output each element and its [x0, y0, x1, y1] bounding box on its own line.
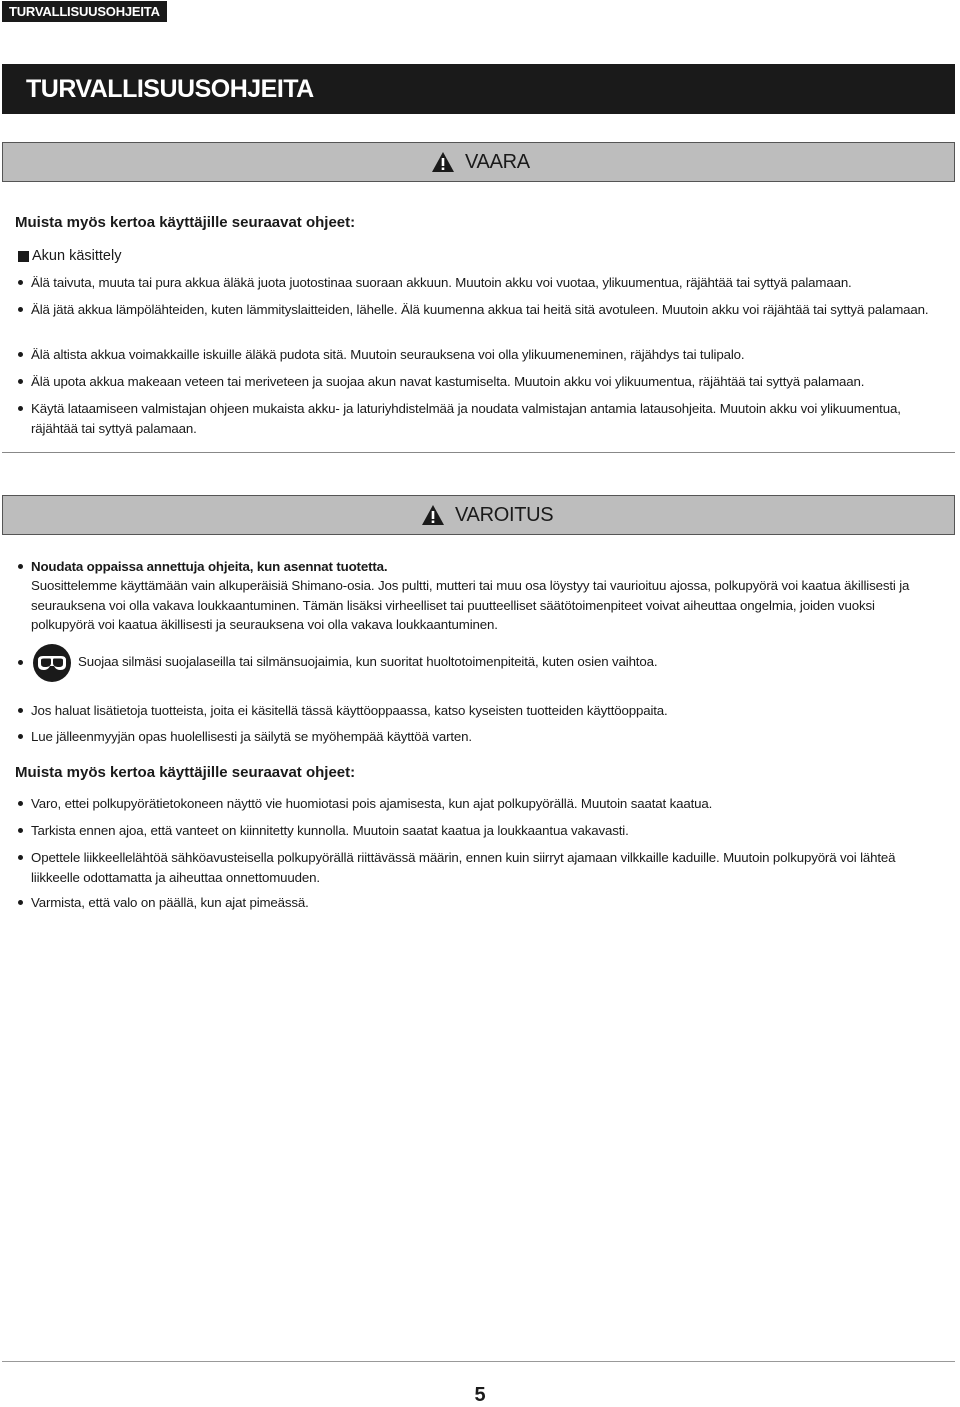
- footer-divider: [2, 1361, 955, 1362]
- page-title: TURVALLISUUSOHJEITA: [26, 75, 314, 103]
- safety-goggles-icon: [32, 643, 72, 683]
- warning-item: Varo, ettei polkupyörätietokoneen näyttö vie huomiotasi pois ajamisesta, kun ajat polkupyörällä. Muutoin saatat kaatua.: [15, 794, 940, 814]
- warning-triangle-icon: [421, 504, 445, 526]
- warning-item-body: Suosittelemme käyttämään vain alkuperäisiä Shimano-osia. Jos pultti, mutteri tai muu osa löystyy tai vaurioituu ajossa, polkupyörä voi kaatua äkillisesti ja seurauksena voi olla vakava loukkaantuminen. Tämän lisäksi virheelliset tai puutteelliset säätötoimenpiteet voivat aiheuttaa ongelmia, joiden vuoksi polkupyörä voi kaatua äkillisesti ja seurauksena voi olla vakava loukkaantuminen.: [31, 578, 910, 632]
- warning-item: Tarkista ennen ajoa, että vanteet on kiinnitetty kunnolla. Muutoin saatat kaatua ja loukkaantua vakavasti.: [15, 821, 940, 841]
- goggles-item-text: Suojaa silmäsi suojalaseilla tai silmänsuojaimia, kun suoritat huoltotoimenpiteitä, kuten osien vaihtoa.: [78, 654, 658, 669]
- warning-box: [2, 495, 955, 535]
- danger-item: Älä jätä akkua lämpölähteiden, kuten lämmityslaitteiden, lähelle. Älä kuumenna akkua tai heitä sitä avotuleen. Muutoin akku voi räjähtää tai syttyä palamaan.: [15, 300, 940, 320]
- warning-item: Jos haluat lisätietoja tuotteista, joita ei käsitellä tässä käyttöoppaassa, katso kyseisten tuotteiden käyttöoppaita.: [15, 701, 940, 721]
- warning-item: Varmista, että valo on päällä, kun ajat pimeässä.: [15, 893, 940, 913]
- bullet: [18, 660, 23, 665]
- danger-label: VAARA: [465, 150, 530, 173]
- page-title-bar: [2, 64, 955, 114]
- warning-item: Lue jälleenmyyjän opas huolellisesti ja säilytä se myöhempää käyttöä varten.: [15, 727, 940, 747]
- danger-item: Älä taivuta, muuta tai pura akkua äläkä juota juotostinaa suoraan akkuun. Muutoin akku voi vuotaa, ylikuumentua, räjähtää tai syttyä palamaan.: [15, 273, 940, 293]
- danger-item: Älä altista akkua voimakkaille iskuille äläkä pudota sitä. Muutoin seurauksena voi olla ylikuumeneminen, räjähdys tai tulipalo.: [15, 345, 940, 365]
- goggles-item: [15, 643, 915, 683]
- battery-section-title: [18, 248, 121, 264]
- header-tab-label: TURVALLISUUSOHJEITA: [2, 1, 167, 22]
- danger-box: [2, 142, 955, 182]
- battery-section-label: Akun käsittely: [32, 248, 122, 264]
- warning-intro: Muista myös kertoa käyttäjille seuraavat ohjeet:: [15, 764, 356, 781]
- danger-header: [431, 143, 530, 181]
- warning-item: Opettele liikkeellelähtöä sähköavusteisella polkupyörällä riittävässä määrin, ennen kuin siirryt ajamaan vilkkaille kaduille. Muutoin polkupyörä voi lähteä liikkeelle odottamatta ja aiheuttaa onnettomuuden.: [15, 848, 940, 887]
- warning-label: VAROITUS: [455, 503, 554, 526]
- danger-item: Käytä lataamiseen valmistajan ohjeen mukaista akku- ja laturiyhdistelmää ja noudata valmistajan antamia latausohjeita. Muutoin akku voi ylikuumentua, räjähtää tai syttyä palamaan.: [15, 399, 940, 438]
- square-bullet-icon: [18, 251, 29, 262]
- warning-triangle-icon: [431, 151, 455, 173]
- section-divider: [2, 452, 955, 453]
- warning-item-bold: Noudata oppaissa annettuja ohjeita, kun asennat tuotetta.: [15, 557, 940, 577]
- danger-intro: Muista myös kertoa käyttäjille seuraavat ohjeet:: [15, 214, 356, 231]
- page-number: 5: [474, 1384, 486, 1406]
- danger-item: Älä upota akkua makeaan veteen tai meriveteen ja suojaa akun navat kastumiselta. Muutoin akku voi ylikuumentua, räjähtää tai syttyä palamaan.: [15, 372, 940, 392]
- warning-header: [421, 496, 553, 534]
